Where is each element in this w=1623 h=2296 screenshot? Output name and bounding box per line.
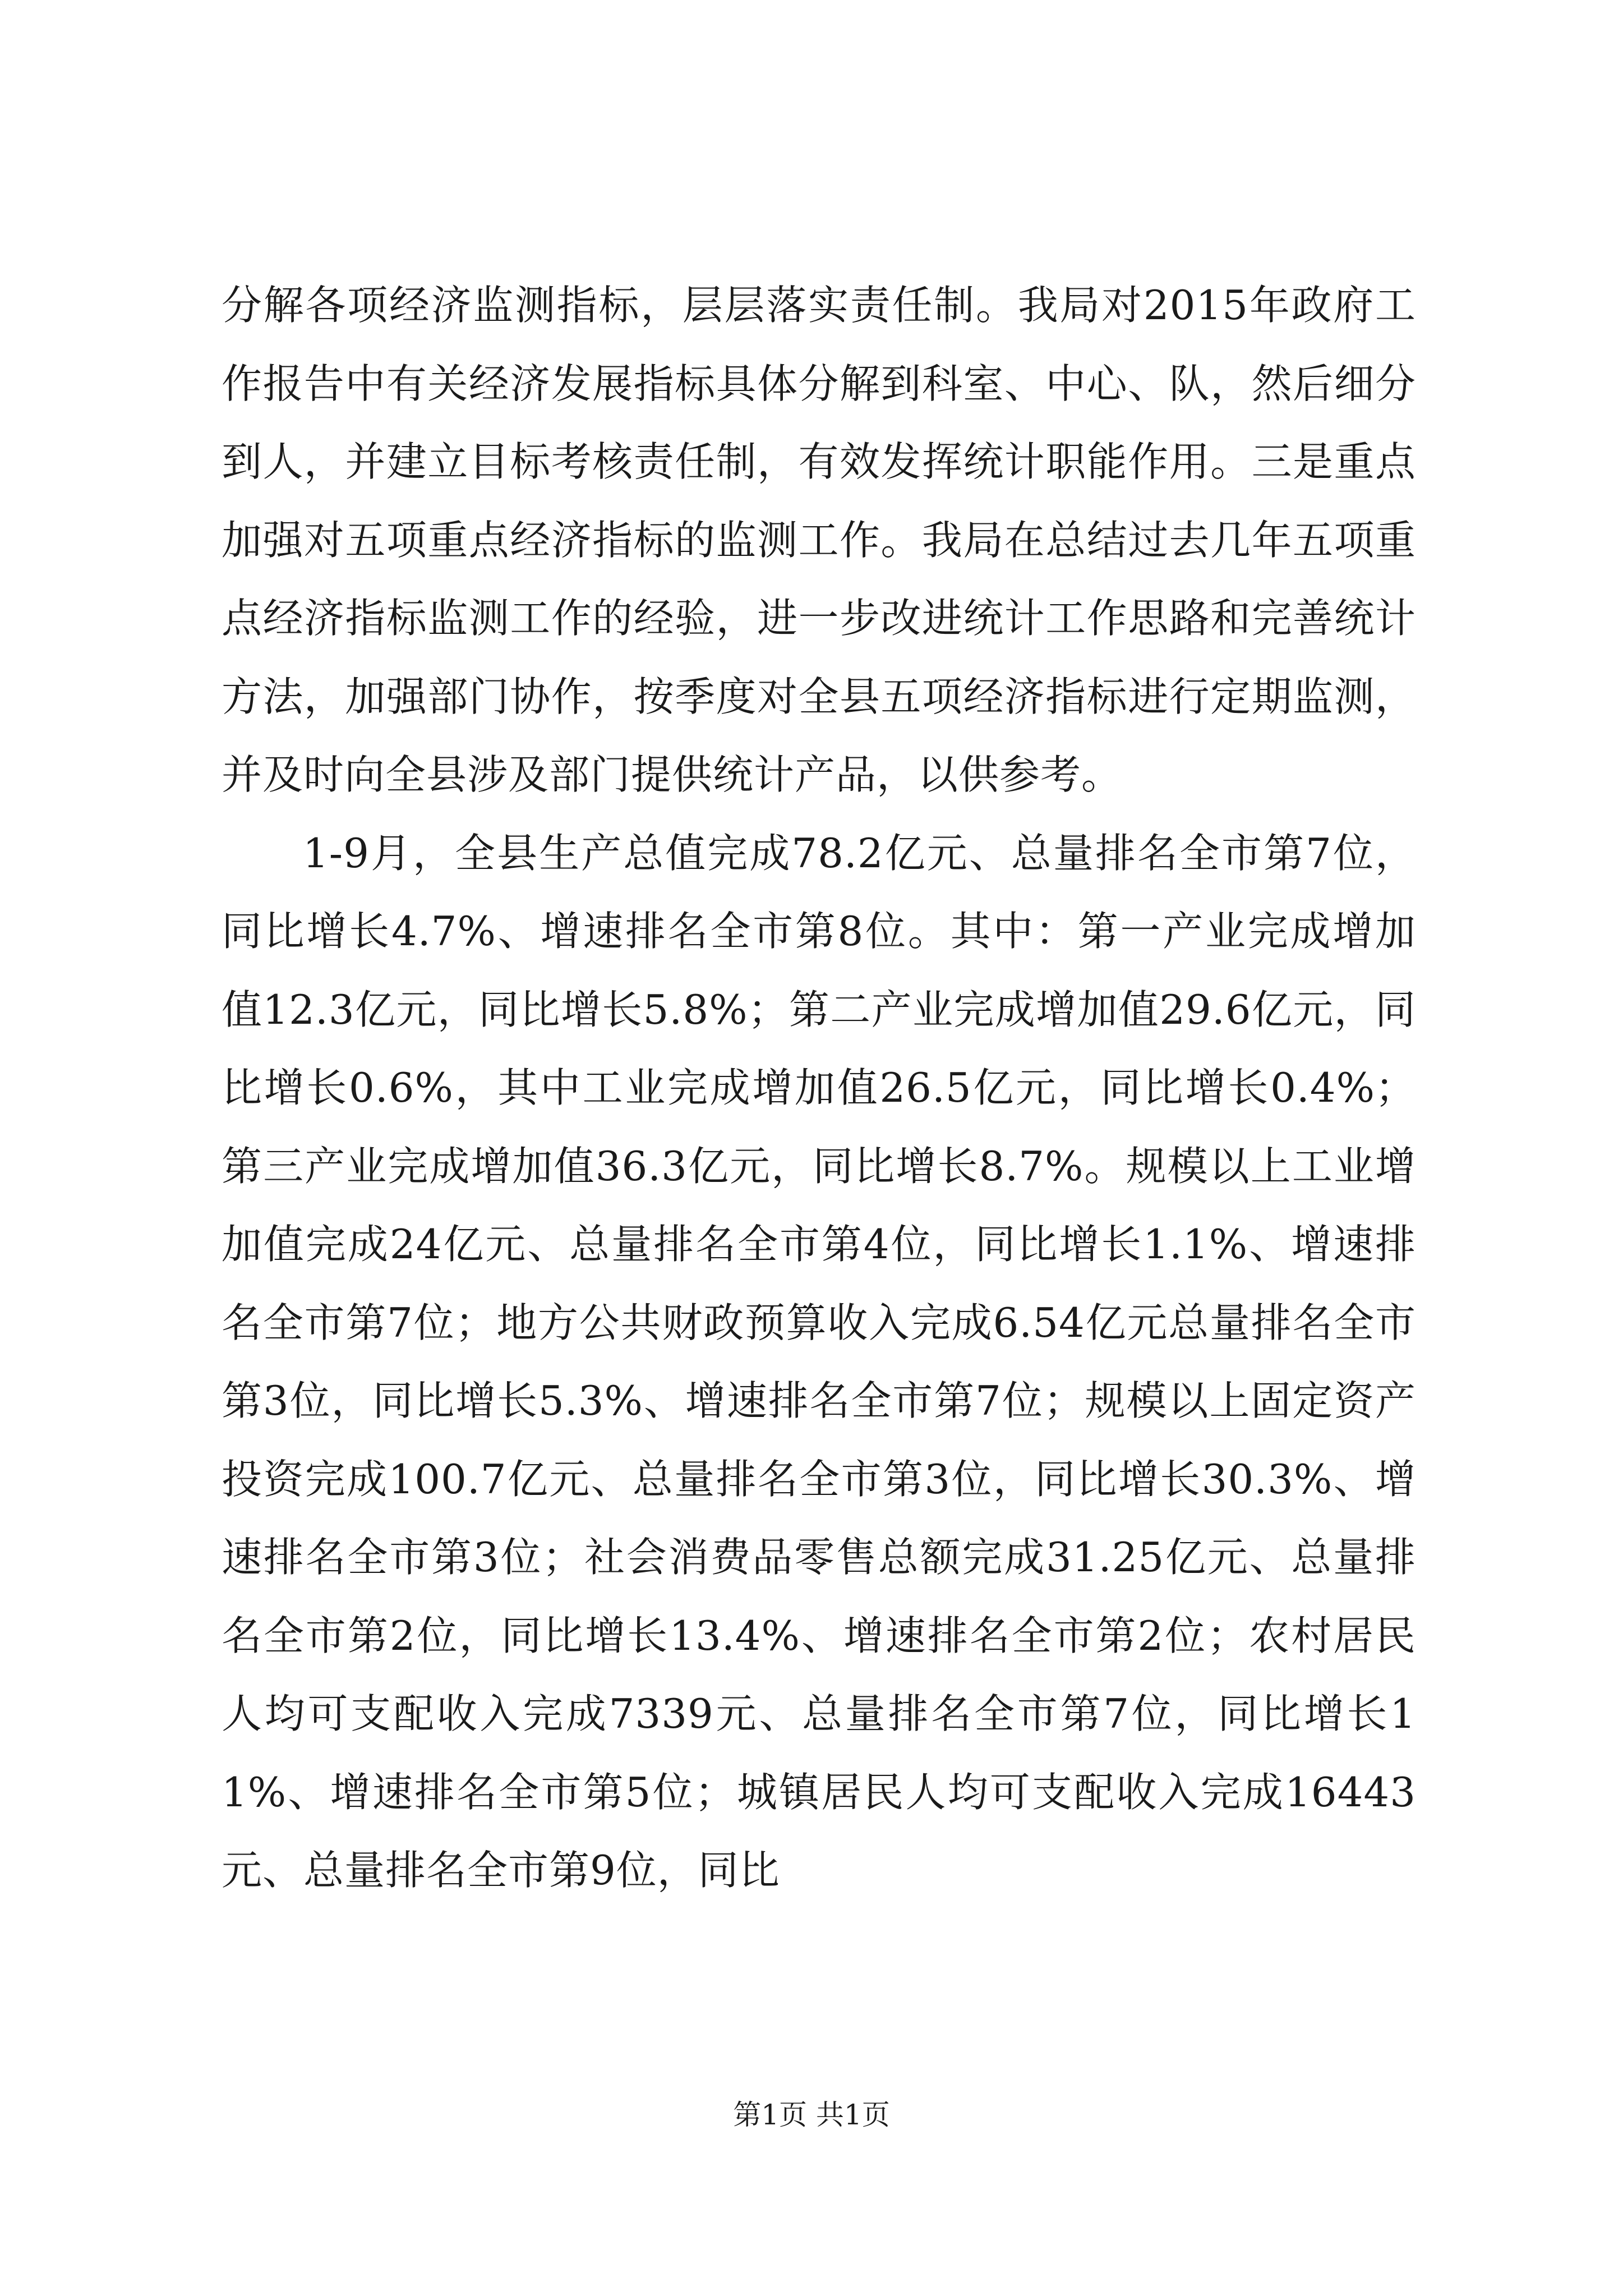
paragraph-economic-figures: 1-9月，全县生产总值完成78.2亿元、总量排名全市第7位，同比增长4.7%、增速排名全市第8位。其中：第一产业完成增加值12.3亿元，同比增长5.8%；第二产业完成增加值29.6亿元，同比增长0.6%，其中工业完成增加值26.5亿元，同比增长0.4%；第三产业完成增加值36.3亿元，同比增长8.7%。规模以上工业增加值完成24亿元、总量排名全市第4位，同比增长1.1%、增速排名全市第7位；地方公共财政预算收入完成6.54亿元总量排名全市第3位，同比增长5.3%、增速排名全市第7位；规模以上固定资产投资完成100.7亿元、总量排名全市第3位，同比增长30.3%、增速排名全市第3位；社会消费品零售总额完成31.25亿元、总量排名全市第2位，同比增长13.4%、增速排名全市第2位；农村居民人均可支配收入完成7339元、总量排名全市第7位，同比增长11%、增速排名全市第5位；城镇居民人均可支配收入完成16443元、总量排名全市第9位，同比 <box>222 829 1416 1894</box>
document-body <box>222 266 1416 1910</box>
page-footer: 第1页 共1页 <box>733 2099 890 2131</box>
paragraph-monitoring-work: 分解各项经济监测指标，层层落实责任制。我局对2015年政府工作报告中有关经济发展指标具体分解到科室、中心、队，然后细分到人，并建立目标考核责任制，有效发挥统计职能作用。三是重点加强对五项重点经济指标的监测工作。我局在总结过去几年五项重点经济指标监测工作的经验，进一步改进统计工作思路和完善统计方法，加强部门协作，按季度对全县五项经济指标进行定期监测，并及时向全县涉及部门提供统计产品，以供参考。 <box>222 282 1416 798</box>
